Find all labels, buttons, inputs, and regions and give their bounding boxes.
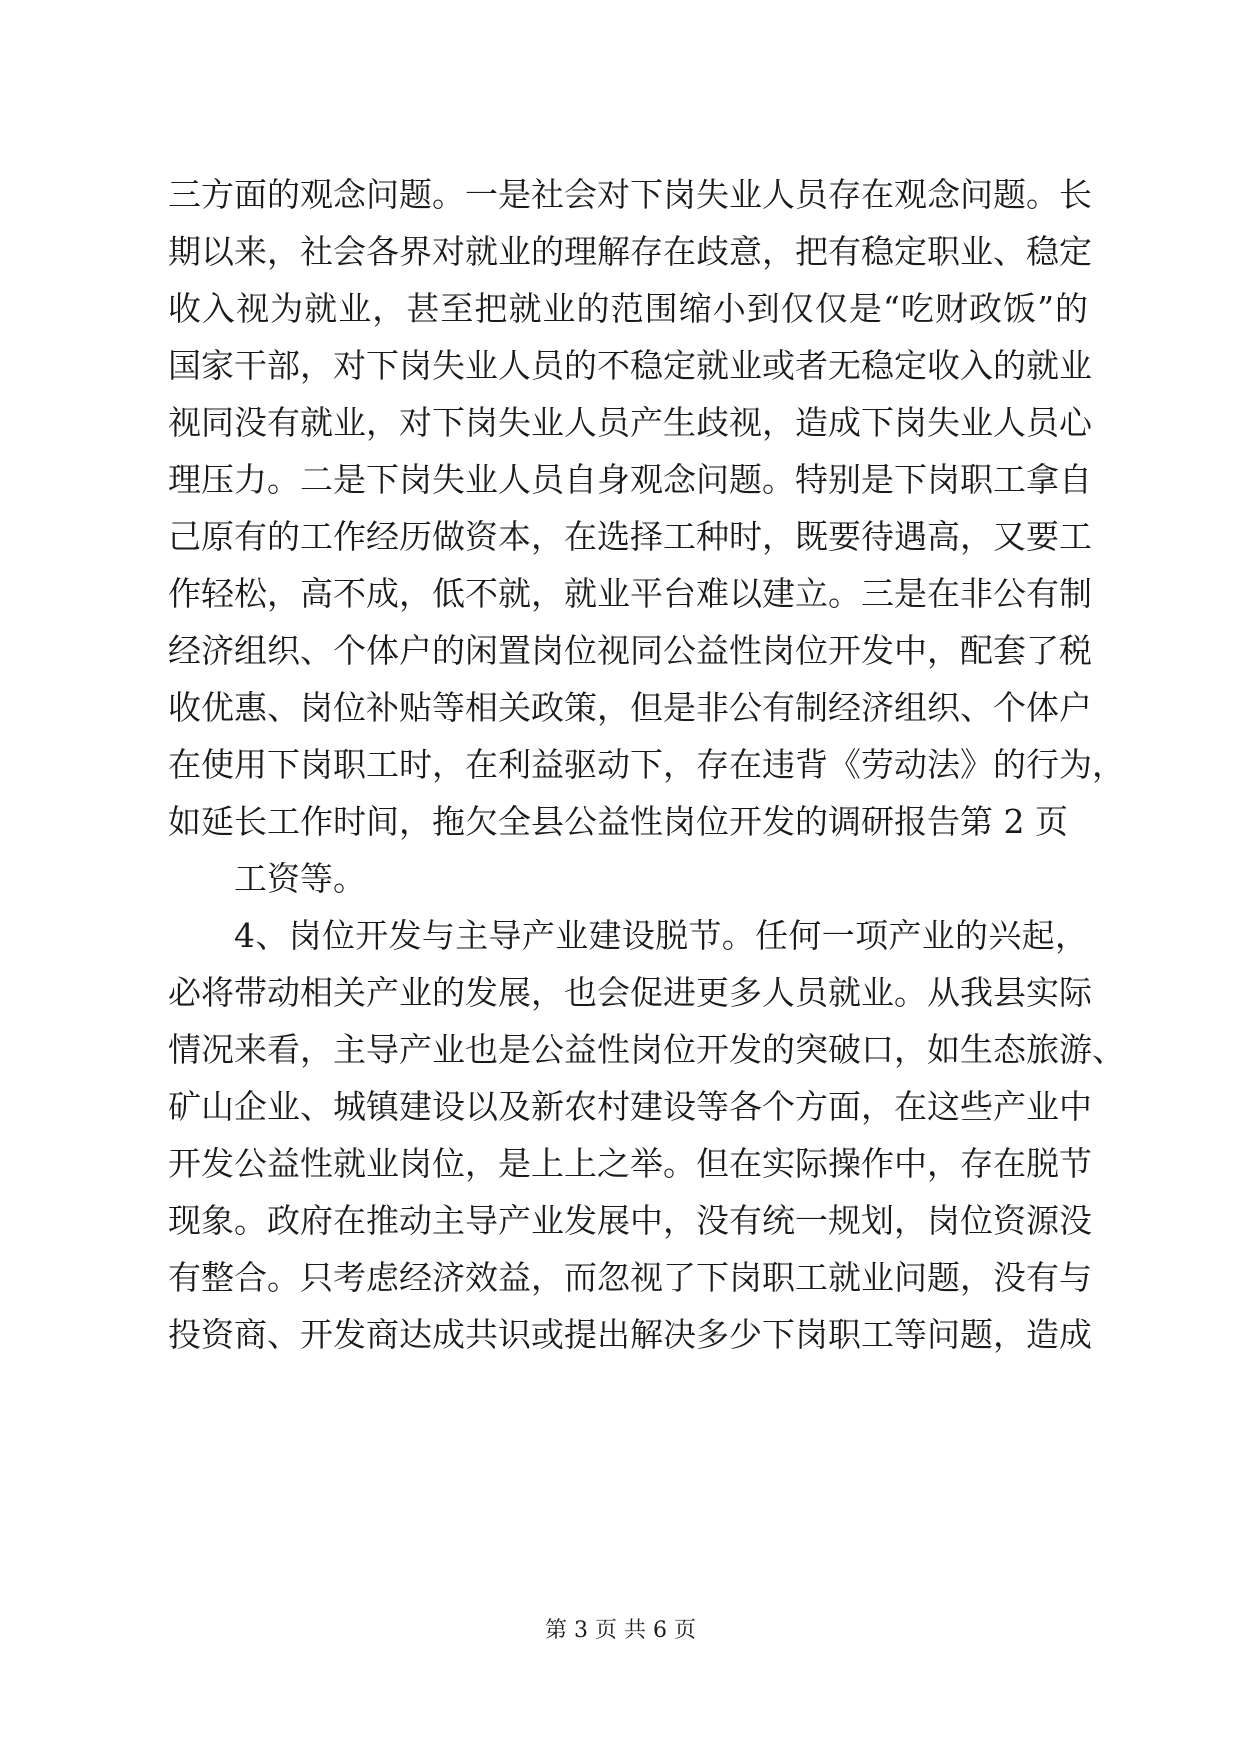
text-line: 作轻松，高不成，低不就，就业平台难以建立。三是在非公有制 xyxy=(168,574,1092,613)
text-line: 现象。政府在推动主导产业发展中，没有统一规划，岗位资源没 xyxy=(168,1201,1092,1240)
text-line: 开发公益性就业岗位，是上上之举。但在实际操作中，存在脱节 xyxy=(168,1144,1092,1183)
text-line: 情况来看，主导产业也是公益性岗位开发的突破口，如生态旅游、 xyxy=(168,1030,1125,1069)
text-line: 理压力。二是下岗失业人员自身观念问题。特别是下岗职工拿自 xyxy=(168,460,1092,499)
text-line: 收入视为就业，甚至把就业的范围缩小到仅仅是“吃财政饭”的 xyxy=(168,289,1088,328)
page-number-footer: 第 3 页 共 6 页 xyxy=(545,1618,696,1643)
text-line: 期以来，社会各界对就业的理解存在歧意，把有稳定职业、稳定 xyxy=(168,232,1092,271)
body-text xyxy=(168,166,1125,1363)
text-line: 投资商、开发商达成共识或提出解决多少下岗职工等问题，造成 xyxy=(168,1315,1092,1354)
text-line: 己原有的工作经历做资本，在选择工种时，既要待遇高，又要工 xyxy=(168,517,1092,556)
text-line: 经济组织、个体户的闲置岗位视同公益性岗位开发中，配套了税 xyxy=(168,631,1092,670)
text-line: 有整合。只考虑经济效益，而忽视了下岗职工就业问题，没有与 xyxy=(168,1258,1092,1297)
text-line: 如延长工作时间，拖欠全县公益性岗位开发的调研报告第 2 页 xyxy=(168,802,1068,841)
text-line: 国家干部，对下岗失业人员的不稳定就业或者无稳定收入的就业 xyxy=(168,346,1092,385)
text-line: 在使用下岗职工时，在利益驱动下，存在违背《劳动法》的行为， xyxy=(168,745,1125,784)
text-line: 三方面的观念问题。一是社会对下岗失业人员存在观念问题。长 xyxy=(168,175,1092,214)
text-line: 必将带动相关产业的发展，也会促进更多人员就业。从我县实际 xyxy=(168,973,1092,1012)
text-line: 4、岗位开发与主导产业建设脱节。任何一项产业的兴起， xyxy=(234,916,1088,955)
text-line: 工资等。 xyxy=(234,859,366,898)
text-line: 矿山企业、城镇建设以及新农村建设等各个方面，在这些产业中 xyxy=(168,1087,1092,1126)
text-line: 视同没有就业，对下岗失业人员产生歧视，造成下岗失业人员心 xyxy=(168,403,1092,442)
text-line: 收优惠、岗位补贴等相关政策，但是非公有制经济组织、个体户 xyxy=(168,688,1092,727)
